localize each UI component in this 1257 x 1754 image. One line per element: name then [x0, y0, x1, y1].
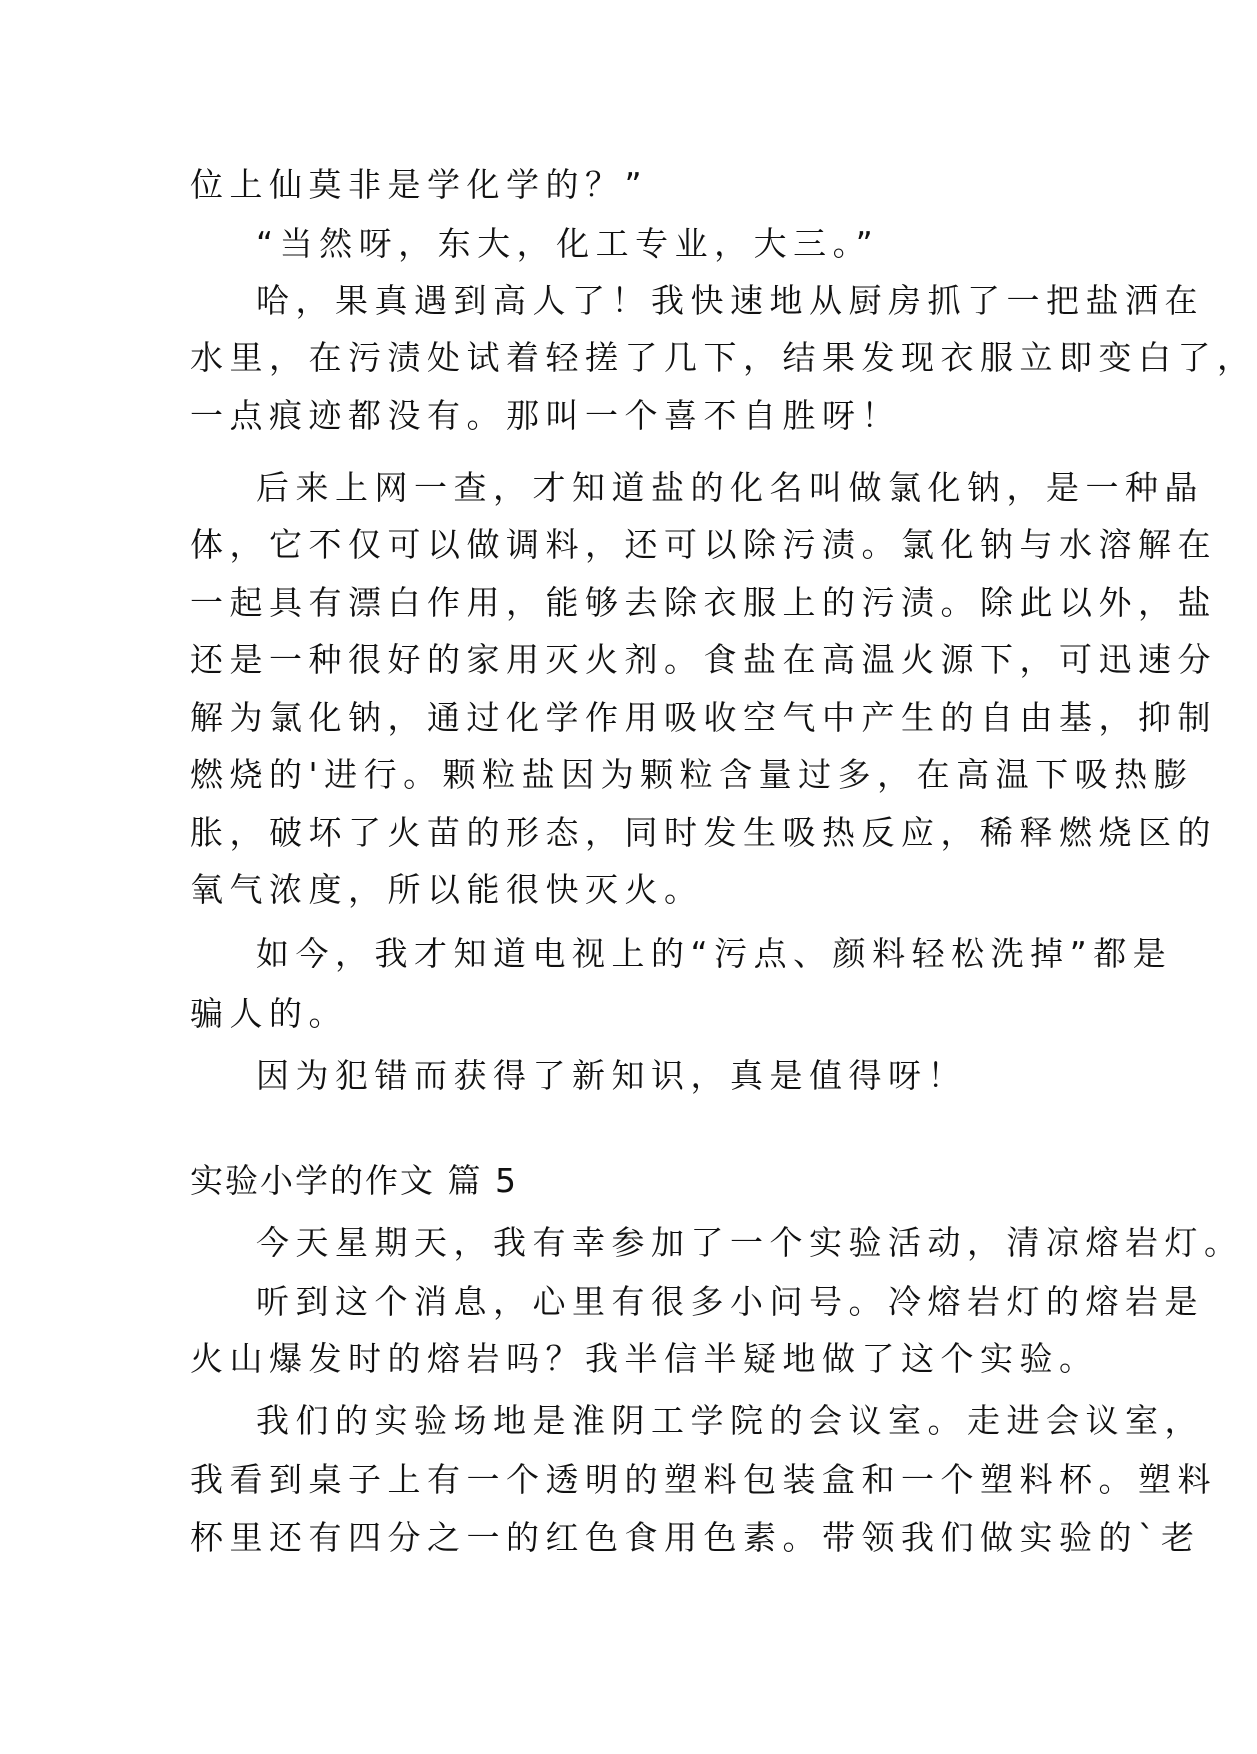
section-heading: 实验小学的作文 篇 5 [190, 1161, 518, 1200]
text-line: 骗人的。 [190, 994, 348, 1033]
text-line: 燃烧的'进行。颗粒盐因为颗粒含量过多，在高温下吸热膨 [190, 755, 1194, 794]
text-line: 水里，在污渍处试着轻搓了几下，结果发现衣服立即变白了， [190, 338, 1257, 377]
text-line: “当然呀，东大，化工专业，大三。” [256, 224, 880, 263]
text-line: 因为犯错而获得了新知识，真是值得呀！ [256, 1056, 967, 1095]
text-line: 火山爆发时的熔岩吗？我半信半疑地做了这个实验。 [190, 1339, 1099, 1378]
text-line: 哈，果真遇到高人了！我快速地从厨房抓了一把盐洒在 [256, 281, 1204, 320]
text-line: 听到这个消息，心里有很多小问号。冷熔岩灯的熔岩是 [256, 1282, 1204, 1321]
text-line: 解为氯化钠，通过化学作用吸收空气中产生的自由基，抑制 [190, 698, 1217, 737]
text-line: 后来上网一查，才知道盐的化名叫做氯化钠，是一种晶 [256, 468, 1204, 507]
text-line: 还是一种很好的家用灭火剂。食盐在高温火源下，可迅速分 [190, 640, 1217, 679]
text-line: 如今，我才知道电视上的“污点、颜料轻松洗掉”都是 [256, 934, 1173, 973]
text-line: 位上仙莫非是学化学的？” [190, 165, 649, 204]
text-line: 体，它不仅可以做调料，还可以除污渍。氯化钠与水溶解在 [190, 525, 1217, 564]
text-line: 我看到桌子上有一个透明的塑料包装盒和一个塑料杯。塑料 [190, 1460, 1217, 1499]
text-line: 今天星期天，我有幸参加了一个实验活动，清凉熔岩灯。 [256, 1223, 1244, 1262]
text-line: 胀，破坏了火苗的形态，同时发生吸热反应，稀释燃烧区的 [190, 813, 1217, 852]
text-line: 一点痕迹都没有。那叫一个喜不自胜呀！ [190, 396, 901, 435]
text-line: 我们的实验场地是淮阴工学院的会议室。走进会议室， [256, 1401, 1204, 1440]
text-line: 杯里还有四分之一的红色食用色素。带领我们做实验的`老 [190, 1518, 1201, 1557]
text-line: 氧气浓度，所以能很快灭火。 [190, 870, 704, 909]
text-line: 一起具有漂白作用，能够去除衣服上的污渍。除此以外，盐 [190, 583, 1217, 622]
